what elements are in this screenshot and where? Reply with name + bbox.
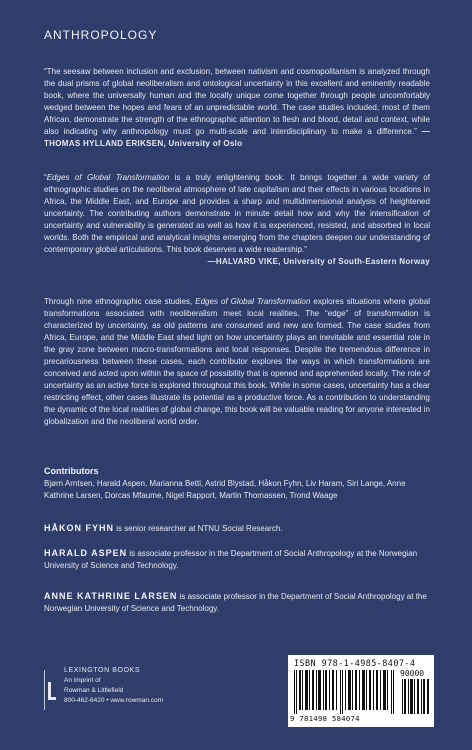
endorsement-attribution: —THOMAS HYLLAND ERIKSEN, University of Oslo (44, 127, 431, 148)
publisher-imprint-line: An imprint of (64, 677, 101, 684)
endorsement-text: is a truly enlightening book. It brings together a wide variety of ethnographic studies on the neoliberal atmosphere of late capitalism and their effects in various locations in Africa, the Middle East, and Europe and provides a sharp and multidimensional analysis of heightened uncertainty. The contributing authors demonstrate in minute detail how and why the intensification of uncertainty and vulnerability is generated as well as how it is experienced, resisted, and absorbed in local worlds. Both the empirical and analytical insights emerging from the chapters deepen our understanding of contemporary global articulations. This book deserves a wide readership.” (44, 173, 430, 254)
bio-fyhn (44, 522, 434, 535)
bio-text: is associate professor in the Department of Social Anthropology at the Norwegian University of Science and Technology. (44, 549, 418, 570)
book-description (44, 296, 430, 428)
endorsement-eriksen (44, 66, 430, 150)
endorsement-text: “The seesaw between inclusion and exclusion, between nativism and cosmopolitanism is analyzed through the dual prisms of global neoliberalism and ontological uncertainty in this excellent and eminently readable book, where the universally human and the locally unique come together through people uncomfortably wedged between the hopes and fears of an unpredictable world. The case studies included, most of them African, demonstrate the strength of the ethnographic attention to flesh and blood, detail and context, while also indicating why anthropology must go multi-scale and interdisciplinary to make a difference.” (44, 67, 430, 136)
book-title-italic: Edges of Global Transformation (195, 297, 311, 306)
endorsement-open-quote: “ (44, 173, 47, 182)
price-addon-code: 90000 (400, 669, 425, 678)
endorsement-vike (44, 172, 430, 268)
lexington-logo-icon (44, 670, 58, 710)
publisher-contact: 800-462-6420 • www.rowman.com (64, 697, 164, 704)
bio-name: ANNE KATHRINE LARSEN (44, 591, 178, 601)
publisher-text (64, 666, 214, 706)
endorsement-attribution: —HALVARD VIKE, University of South-Eastern Norway (207, 257, 430, 266)
publisher-block (44, 666, 204, 722)
book-title-italic: Edges of Global Transformation (46, 173, 170, 182)
category-label: ANTHROPOLOGY (44, 28, 158, 42)
publisher-name: LEXINGTON BOOKS (64, 667, 141, 674)
isbn-barcode (288, 655, 434, 727)
contributors-heading: Contributors (44, 466, 99, 476)
description-lead: Through nine ethnographic case studies, (44, 297, 196, 306)
contributors-list: Bjørn Arntsen, Harald Aspen, Marianna Betti, Astrid Blystad, Håkon Fyhn, Liv Haram, Siri Lange, Anne Kathrine Larsen, Dorcas Mfaume, Nigel Rapport, Martin Thomassen, Trond Waage (44, 479, 406, 500)
bio-larsen (44, 590, 434, 615)
bio-text: is senior researcher at NTNU Social Research. (114, 524, 283, 533)
bio-aspen (44, 547, 434, 572)
bio-name: HÅKON FYHN (44, 523, 114, 533)
publisher-parent-name: Rowman & Littlefield (64, 687, 124, 694)
description-text: explores situations where global transformations associated with neoliberalism meet local realities. The “edge” of transformation is characterized by uncertainty, as old patterns are consumed and new are formed. The case studies from Africa, Europe, and the Middle East shed light on how uncertainty plays an inevitable and essential role in the gray zone between macro-transformations and local responses. Despite the tremendous difference in precariousness between these cases, each contributor explores the ways in which transformations are conceived and acted upon within the space of possibility that is opened and apprehended locally. The role of uncertainty as an active force is explored throughout this book. While in some cases, uncertainty has a clear restricting effect, other cases illustrate its potential as a productive force. As a contribution to understanding the dynamic of the local realities of global change, this book will be valuable reading for anyone interested in globalization and the neoliberal world order. (44, 297, 431, 426)
ean-digits: 9 781498 584074 (290, 714, 360, 723)
addon-barcode-bars (402, 679, 430, 714)
bio-text: is associate professor in the Department of Social Anthropology at the Norwegian University of Science and Technology. (44, 592, 427, 613)
ean-barcode-bars (292, 670, 396, 714)
isbn-text: ISBN 978-1-4985-8407-4 (294, 659, 416, 669)
bio-name: HARALD ASPEN (44, 548, 128, 558)
